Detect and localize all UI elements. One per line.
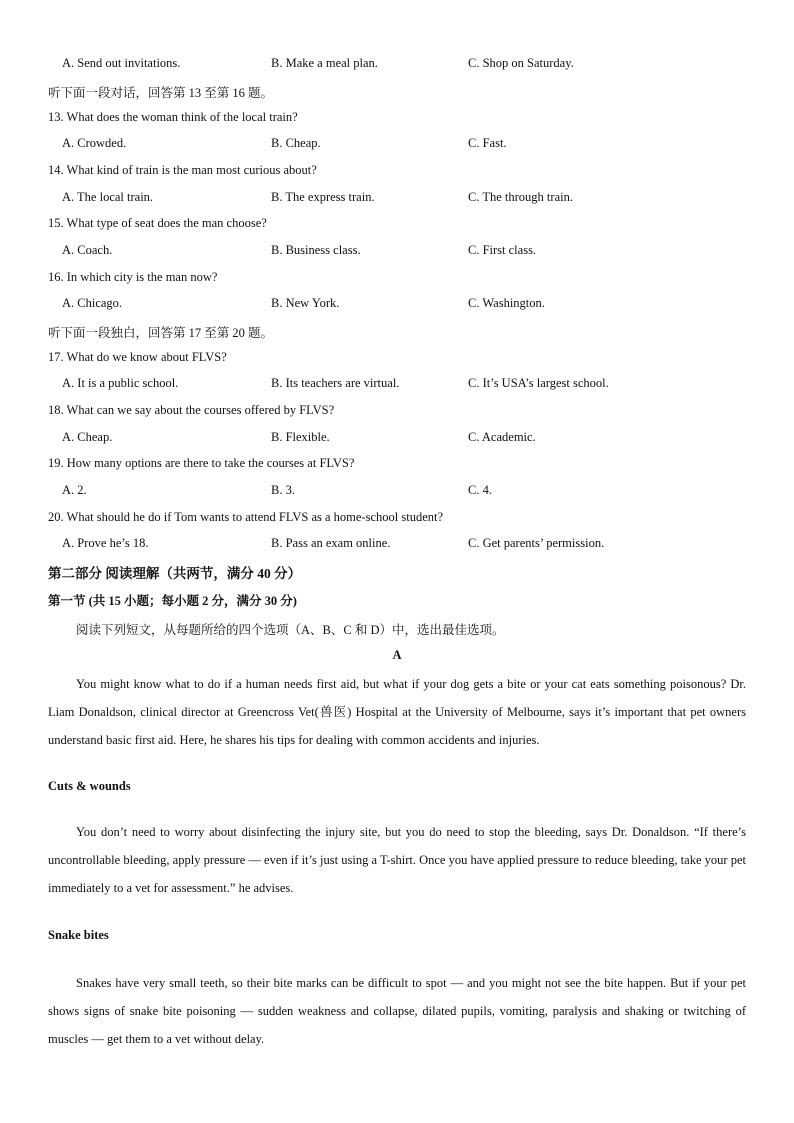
paragraph-1: You might know what to do if a human needs first aid, but what if your dog gets a bite or your cat eats something poisonous? Dr. Liam Donaldson, clinical director at Greencross Vet(兽医) Hospital at the University of Melbourne, says it’s important that pet owners understand basic first aid. Here, he shares his tips for dealing with common accidents and injuries. (48, 677, 746, 747)
q18-option-a: A. Cheap. (62, 430, 113, 444)
q12-option-c: C. Shop on Saturday. (468, 56, 574, 70)
passage-label: A (392, 648, 402, 662)
q20-stem: 20. What should he do if Tom wants to attend FLVS as a home-school student? (48, 510, 444, 524)
q16-option-b: B. New York. (271, 296, 340, 310)
q18-option-c: C. Academic. (468, 430, 536, 444)
instruction-17-20: 听下面一段独白，回答第 17 至第 20 题。 (48, 326, 274, 340)
q13-option-c: C. Fast. (468, 136, 507, 150)
q17-option-b: B. Its teachers are virtual. (271, 376, 400, 390)
q16-stem: 16. In which city is the man now? (48, 270, 218, 284)
q20-option-a: A. Prove he’s 18. (62, 536, 149, 550)
q19-option-b: B. 3. (271, 483, 295, 497)
q17-option-a: A. It is a public school. (62, 376, 179, 390)
q15-option-a: A. Coach. (62, 243, 113, 257)
q16-option-a: A. Chicago. (62, 296, 123, 310)
q18-stem: 18. What can we say about the courses offered by FLVS? (48, 403, 335, 417)
paragraph-3: Snakes have very small teeth, so their bite marks can be difficult to spot — and you might not see the bite happen. But if your pet shows signs of snake bite poisoning — sudden weakness and collapse, dilated pupils, vomiting, paralysis and shaking or twitching of muscles — get them to a vet without delay. (48, 976, 746, 1046)
q19-option-a: A. 2. (62, 483, 87, 497)
part2-title: 第二部分 阅读理解（共两节，满分 40 分） (48, 566, 302, 581)
q12-option-b: B. Make a meal plan. (271, 56, 378, 70)
q14-stem: 14. What kind of train is the man most curious about? (48, 163, 317, 177)
q13-option-a: A. Crowded. (62, 136, 127, 150)
q14-option-b: B. The express train. (271, 190, 375, 204)
q15-option-c: C. First class. (468, 243, 537, 257)
heading-snake-bites: Snake bites (48, 928, 109, 942)
section1-title: 第一节 (共 15 小题；每小题 2 分，满分 30 分) (48, 594, 297, 608)
paragraph-2: You don’t need to worry about disinfecting the injury site, but you do need to stop the bleeding, says Dr. Donaldson. “If there’s uncontrollable bleeding, apply pressure — even if it’s just using a T-shirt. Once you have applied pressure to reduce bleeding, take your pet immediately to a vet for assessment.” he advises. (48, 825, 746, 895)
q17-stem: 17. What do we know about FLVS? (48, 350, 227, 364)
q18-option-b: B. Flexible. (271, 430, 330, 444)
q12-option-a: A. Send out invitations. (62, 56, 181, 70)
reading-instruction: 阅读下列短文，从每题所给的四个选项（A、B、C 和 D）中，选出最佳选项。 (76, 623, 505, 637)
q15-stem: 15. What type of seat does the man choose? (48, 216, 267, 230)
q20-option-c: C. Get parents’ permission. (468, 536, 605, 550)
q16-option-c: C. Washington. (468, 296, 545, 310)
q19-stem: 19. How many options are there to take the courses at FLVS? (48, 456, 355, 470)
instruction-13-16: 听下面一段对话，回答第 13 至第 16 题。 (48, 86, 274, 100)
q13-option-b: B. Cheap. (271, 136, 321, 150)
q20-option-b: B. Pass an exam online. (271, 536, 391, 550)
q15-option-b: B. Business class. (271, 243, 361, 257)
q14-option-c: C. The through train. (468, 190, 573, 204)
q13-stem: 13. What does the woman think of the local train? (48, 110, 298, 124)
q17-option-c: C. It’s USA’s largest school. (468, 376, 609, 390)
q19-option-c: C. 4. (468, 483, 492, 497)
q14-option-a: A. The local train. (62, 190, 154, 204)
heading-cuts-wounds: Cuts & wounds (48, 779, 131, 793)
